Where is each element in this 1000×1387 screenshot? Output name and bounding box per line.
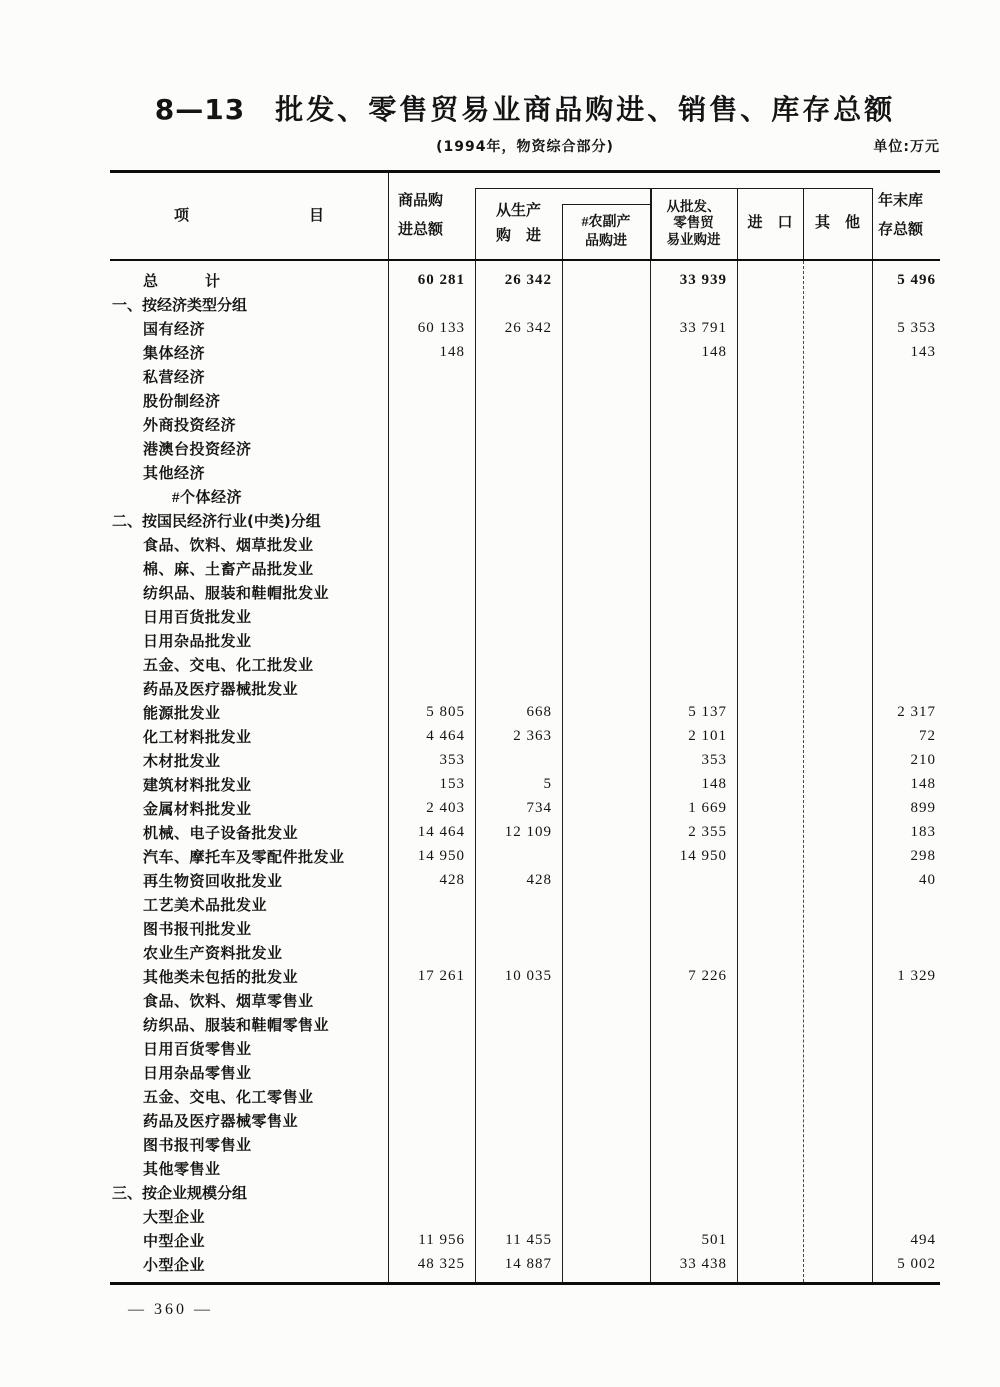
table-row (110, 964, 940, 988)
row-label: 私营经济 (143, 369, 206, 386)
gridline (475, 188, 872, 189)
table-row (110, 268, 940, 292)
meta-row (110, 134, 940, 160)
table-row (110, 988, 940, 1012)
cell-value: 5 805 (426, 703, 465, 720)
row-label: 食品、饮料、烟草批发业 (143, 537, 314, 554)
row-label: 总 计 (143, 273, 221, 290)
cell-value: 14 950 (417, 847, 465, 864)
row-label: 其他零售业 (143, 1161, 221, 1178)
cell-value: 2 403 (426, 799, 465, 816)
row-label: 农业生产资料批发业 (143, 945, 283, 962)
row-label: 药品及医疗器械零售业 (143, 1113, 299, 1130)
row-label: 集体经济 (143, 345, 206, 362)
table-row (110, 388, 940, 412)
table-number: 8—13 (154, 93, 246, 126)
row-label: 机械、电子设备批发业 (143, 825, 299, 842)
cell-value: 10 035 (504, 967, 552, 984)
gridline (475, 188, 476, 259)
table-row (110, 532, 940, 556)
table-row (110, 772, 940, 796)
table-body (110, 261, 940, 1282)
table-row (110, 1180, 940, 1204)
table-row (110, 1204, 940, 1228)
row-label: 五金、交电、化工零售业 (143, 1089, 314, 1106)
row-label: 药品及医疗器械批发业 (143, 681, 299, 698)
table-row (110, 1132, 940, 1156)
row-label: 股份制经济 (143, 393, 221, 410)
cell-value: 5 002 (897, 1255, 936, 1272)
table-row (110, 580, 940, 604)
cell-value: 2 317 (897, 703, 936, 720)
cell-value: 210 (910, 751, 936, 768)
yearbook-page (110, 0, 940, 1319)
gridline (803, 188, 804, 259)
gridline (388, 173, 389, 259)
cell-value: 183 (910, 823, 936, 840)
table-row (110, 748, 940, 772)
row-label: 日用百货批发业 (143, 609, 252, 626)
cell-value: 298 (910, 847, 936, 864)
cell-value: 148 (910, 775, 936, 792)
cell-value: 33 438 (679, 1255, 727, 1272)
row-label: 港澳台投资经济 (143, 441, 252, 458)
row-label: 再生物资回收批发业 (143, 873, 283, 890)
table-row (110, 844, 940, 868)
cell-value: 14 950 (679, 847, 727, 864)
cell-value: 428 (526, 871, 552, 888)
row-label: 纺织品、服装和鞋帽零售业 (143, 1017, 330, 1034)
col-total-purchase: 商品购 进总额 (398, 193, 444, 238)
cell-value: 33 939 (679, 271, 727, 288)
col-from-wholesale-retail: 从批发、 零售贸 易业购进 (666, 198, 721, 247)
row-label: 二、按国民经济行业(中类)分组 (112, 511, 321, 530)
cell-value: 11 956 (418, 1231, 465, 1248)
row-label: 其他类未包括的批发业 (143, 969, 299, 986)
row-label: 外商投资经济 (143, 417, 237, 434)
table-row (110, 292, 940, 316)
page-title (110, 92, 940, 128)
row-label: 三、按企业规模分组 (112, 1183, 248, 1202)
gridline (475, 261, 476, 1282)
row-label: 食品、饮料、烟草零售业 (143, 993, 314, 1010)
table-row (110, 1108, 940, 1132)
gridline (562, 261, 563, 1282)
row-label: 图书报刊批发业 (143, 921, 252, 938)
table-row (110, 1036, 940, 1060)
row-label: 金属材料批发业 (143, 801, 252, 818)
table-row (110, 556, 940, 580)
cell-value: 17 261 (417, 967, 465, 984)
cell-value: 5 496 (897, 271, 936, 288)
table-row (110, 796, 940, 820)
cell-value: 60 133 (417, 319, 465, 336)
cell-value: 501 (701, 1231, 727, 1248)
table-row (110, 316, 940, 340)
unit-label: 单位:万元 (873, 139, 940, 155)
cell-value: 4 464 (426, 727, 465, 744)
gridline (650, 188, 652, 259)
table-row (110, 1156, 940, 1180)
table-row (110, 868, 940, 892)
table-row (110, 700, 940, 724)
table-row (110, 460, 940, 484)
table-row (110, 820, 940, 844)
page-number: — 360 — (128, 1301, 213, 1318)
row-label: 中型企业 (143, 1233, 206, 1250)
row-label: 建筑材料批发业 (143, 777, 252, 794)
cell-value: 26 342 (504, 271, 552, 288)
row-label: 五金、交电、化工批发业 (143, 657, 314, 674)
row-label: 大型企业 (143, 1209, 206, 1226)
table-row (110, 1012, 940, 1036)
row-label: 图书报刊零售业 (143, 1137, 252, 1154)
col-year-end-stock: 年末库 存总额 (878, 193, 924, 238)
col-from-production: 从生产 购 进 (495, 202, 541, 244)
cell-value: 2 363 (513, 727, 552, 744)
cell-value: 153 (439, 775, 465, 792)
col-imports: 进 口 (747, 215, 793, 231)
subtitle: (1994年，物资综合部分) (436, 139, 614, 155)
table-row (110, 676, 940, 700)
gridline (650, 261, 651, 1282)
row-label: 能源批发业 (143, 705, 221, 722)
cell-value: 353 (439, 751, 465, 768)
cell-value: 14 464 (417, 823, 465, 840)
gridline (562, 204, 650, 205)
table-row (110, 892, 940, 916)
table-row (110, 436, 940, 460)
table-row (110, 412, 940, 436)
table-row (110, 940, 940, 964)
table-row (110, 724, 940, 748)
cell-value: 2 101 (688, 727, 727, 744)
table-row (110, 1060, 940, 1084)
cell-value: 2 355 (688, 823, 727, 840)
cell-value: 899 (910, 799, 936, 816)
row-label: 汽车、摩托车及零配件批发业 (143, 849, 345, 866)
col-item-label: 项 目 (173, 207, 324, 224)
row-label: #个体经济 (172, 489, 243, 506)
cell-value: 12 109 (504, 823, 552, 840)
cell-value: 1 329 (897, 967, 936, 984)
table-row (110, 364, 940, 388)
table-row (110, 916, 940, 940)
row-label: 日用百货零售业 (143, 1041, 252, 1058)
cell-value: 5 (543, 775, 552, 792)
row-label: 国有经济 (143, 321, 206, 338)
cell-value: 494 (910, 1231, 936, 1248)
row-label: 工艺美术品批发业 (143, 897, 268, 914)
gridline (737, 188, 738, 259)
cell-value: 5 353 (897, 319, 936, 336)
col-agri-sideline: #农副产 品购进 (581, 214, 631, 249)
row-label: 棉、麻、土畜产品批发业 (143, 561, 314, 578)
table-row (110, 508, 940, 532)
col-item (110, 173, 388, 259)
row-label: 木材批发业 (143, 753, 221, 770)
cell-value: 143 (910, 343, 936, 360)
cell-value: 734 (526, 799, 552, 816)
row-label: 日用杂品零售业 (143, 1065, 252, 1082)
cell-value: 26 342 (504, 319, 552, 336)
row-label: 日用杂品批发业 (143, 633, 252, 650)
gridline (803, 261, 804, 1282)
row-label: 其他经济 (143, 465, 206, 482)
table-row (110, 1228, 940, 1252)
table-row (110, 484, 940, 508)
table-row (110, 604, 940, 628)
cell-value: 148 (439, 343, 465, 360)
cell-value: 668 (526, 703, 552, 720)
cell-value: 40 (919, 871, 936, 888)
cell-value: 33 791 (679, 319, 727, 336)
cell-value: 72 (919, 727, 936, 744)
cell-value: 48 325 (417, 1255, 465, 1272)
gridline (872, 261, 873, 1282)
col-others: 其 他 (814, 215, 860, 231)
table-header (110, 173, 940, 261)
stat-table (110, 170, 940, 1285)
gridline (872, 188, 873, 259)
row-label: 纺织品、服装和鞋帽批发业 (143, 585, 330, 602)
gridline (737, 261, 738, 1282)
cell-value: 11 455 (505, 1231, 552, 1248)
cell-value: 148 (701, 343, 727, 360)
table-row (110, 628, 940, 652)
cell-value: 428 (439, 871, 465, 888)
row-label: 小型企业 (143, 1257, 206, 1274)
table-row (110, 652, 940, 676)
gridline (388, 261, 389, 1282)
table-title-text: 批发、零售贸易业商品购进、销售、库存总额 (275, 93, 896, 126)
gridline (562, 204, 563, 259)
cell-value: 7 226 (688, 967, 727, 984)
cell-value: 148 (701, 775, 727, 792)
cell-value: 14 887 (504, 1255, 552, 1272)
table-row (110, 1084, 940, 1108)
cell-value: 60 281 (417, 271, 465, 288)
cell-value: 5 137 (688, 703, 727, 720)
cell-value: 1 669 (688, 799, 727, 816)
table-row (110, 340, 940, 364)
cell-value: 353 (701, 751, 727, 768)
row-label: 一、按经济类型分组 (112, 295, 248, 314)
row-label: 化工材料批发业 (143, 729, 252, 746)
table-row (110, 1252, 940, 1276)
